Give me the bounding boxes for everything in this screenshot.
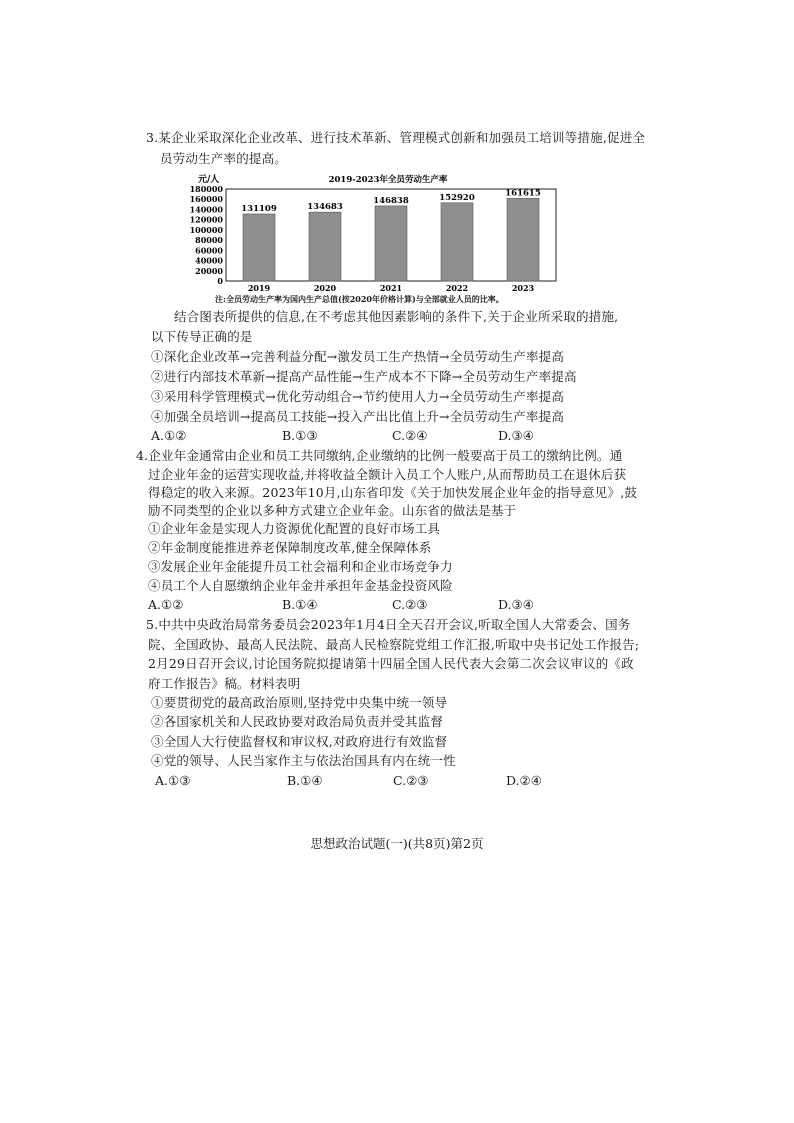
bar-value-label: 131109 bbox=[241, 203, 277, 214]
q3-option-c[interactable]: C.②④ bbox=[392, 428, 428, 443]
q3-stem-line2: 员劳动生产率的提高。 bbox=[160, 151, 288, 166]
y-tick-label: 40000 bbox=[195, 255, 223, 266]
y-tick-label: 20000 bbox=[195, 265, 223, 276]
x-tick-label: 2020 bbox=[313, 283, 337, 293]
y-tick-label: 180000 bbox=[189, 184, 223, 194]
bar-value-label: 134683 bbox=[307, 202, 343, 213]
y-tick-label: 140000 bbox=[189, 204, 223, 215]
q4-stem-line1: 4.企业年金通常由企业和员工共同缴纳,企业缴纳的比例一般要高于员工的缴纳比例。通 bbox=[136, 448, 623, 463]
q3-item-1: ①深化企业改革→完善利益分配→激发员工生产热情→全员劳动生产率提高 bbox=[151, 349, 565, 364]
q3-item-2: ②进行内部技术革新→提高产品性能→生产成本不下降→全员劳动生产率提高 bbox=[151, 369, 577, 384]
q5-stem-line2: 院、全国政协、最高人民法院、最高人民检察院党组工作汇报,听取中央书记处工作报告; bbox=[148, 637, 640, 652]
bar-value-label: 146838 bbox=[373, 195, 409, 206]
x-tick-label: 2022 bbox=[445, 283, 469, 293]
y-tick-label: 60000 bbox=[195, 245, 223, 256]
bar-2020 bbox=[309, 212, 341, 281]
q5-item-3: ③全国人大行使监督权和审议权,对政府进行有效监督 bbox=[151, 734, 448, 749]
q3-option-a[interactable]: A.①② bbox=[151, 428, 187, 443]
bar-2021 bbox=[375, 206, 407, 281]
q4-option-a[interactable]: A.①② bbox=[148, 597, 184, 612]
bar-value-label: 152920 bbox=[439, 192, 475, 203]
q4-item-3: ③发展企业年金能提升员工社会福利和企业市场竞争力 bbox=[148, 559, 453, 574]
x-tick-label: 2021 bbox=[379, 283, 403, 293]
y-tick-label: 80000 bbox=[195, 235, 223, 246]
q5-stem-line4: 府工作报告》稿。材料表明 bbox=[148, 676, 301, 691]
q3-option-b[interactable]: B.①③ bbox=[282, 428, 318, 443]
chart-title: 2019-2023年全员劳动生产率 bbox=[328, 175, 448, 185]
q4-stem-line2: 过企业年金的运营实现收益,并将收益全额计入员工个人账户,从而帮助员工在退休后获 bbox=[148, 467, 627, 482]
page-footer: 思想政治试题(一)(共8页)第2页 bbox=[310, 836, 484, 851]
q4-item-2: ②年金制度能推进养老保障制度改革,健全保障体系 bbox=[148, 540, 432, 555]
bar-2023 bbox=[507, 198, 539, 281]
q4-stem-line3: 得稳定的收入来源。2023年10月,山东省印发《关于加快发展企业年金的指导意见》,鼓 bbox=[148, 485, 638, 500]
y-tick-label: 160000 bbox=[189, 194, 223, 205]
y-tick-label: 100000 bbox=[189, 224, 223, 235]
bar-chart-svg bbox=[188, 172, 563, 297]
q5-option-b[interactable]: B.①④ bbox=[287, 773, 323, 788]
bar-2022 bbox=[441, 203, 473, 281]
q3-option-d[interactable]: D.③④ bbox=[498, 428, 534, 443]
q5-stem-line1: 5.中共中央政治局常务委员会2023年1月4日全天召开会议,听取全国人大常委会、国务 bbox=[146, 617, 631, 632]
q4-stem-line4: 励不同类型的企业以多种方式建立企业年金。山东省的做法是基于 bbox=[148, 503, 517, 518]
q5-item-4: ④党的领导、人民当家作主与依法治国具有内在统一性 bbox=[151, 753, 456, 768]
q4-option-c[interactable]: C.②③ bbox=[392, 597, 428, 612]
q5-item-1: ①要贯彻党的最高政治原则,坚持党中央集中统一领导 bbox=[151, 695, 448, 710]
q3-item-3: ③采用科学管理模式→优化劳动组合→节约使用人力→全员劳动生产率提高 bbox=[151, 389, 565, 404]
q4-item-1: ①企业年金是实现人力资源优化配置的良好市场工具 bbox=[148, 521, 441, 536]
q3-stem-line1: 3.某企业采取深化企业改革、进行技术革新、管理模式创新和加强员工培训等措施,促进全 bbox=[146, 130, 646, 145]
q5-option-a[interactable]: A.①③ bbox=[155, 773, 191, 788]
q4-item-4: ④员工个人自愿缴纳企业年金并承担年金基金投资风险 bbox=[148, 578, 453, 593]
y-tick-label: 120000 bbox=[189, 214, 223, 225]
bar-value-label: 161615 bbox=[505, 188, 541, 199]
q5-item-2: ②各国家机关和人民政协要对政治局负责并受其监督 bbox=[151, 714, 444, 729]
productivity-chart bbox=[188, 172, 563, 297]
y-tick-label: 0 bbox=[217, 276, 223, 286]
q5-option-d[interactable]: D.②④ bbox=[506, 773, 542, 788]
x-tick-label: 2019 bbox=[247, 283, 271, 293]
bar-2019 bbox=[243, 214, 275, 281]
q3-after-chart-line1: 结合图表所提供的信息,在不考虑其他因素影响的条件下,关于企业所采取的措施, bbox=[174, 309, 619, 324]
q5-option-c[interactable]: C.②③ bbox=[393, 773, 429, 788]
x-tick-label: 2023 bbox=[511, 283, 535, 293]
chart-note: 注:全员劳动生产率为国内生产总值(按2020年价格计算)与全部就业人员的比率。 bbox=[215, 294, 504, 304]
q5-stem-line3: 2月29日召开会议,讨论国务院拟提请第十四届全国人民代表大会第二次会议审议的《政 bbox=[148, 656, 634, 671]
q3-after-chart-line2: 以下传导正确的是 bbox=[151, 329, 253, 344]
chart-y-axis-unit: 元/人 bbox=[198, 175, 220, 185]
q3-item-4: ④加强全员培训→提高员工技能→投入产出比值上升→全员劳动生产率提高 bbox=[151, 409, 565, 424]
q4-option-d[interactable]: D.③④ bbox=[498, 597, 534, 612]
q4-option-b[interactable]: B.①④ bbox=[282, 597, 318, 612]
